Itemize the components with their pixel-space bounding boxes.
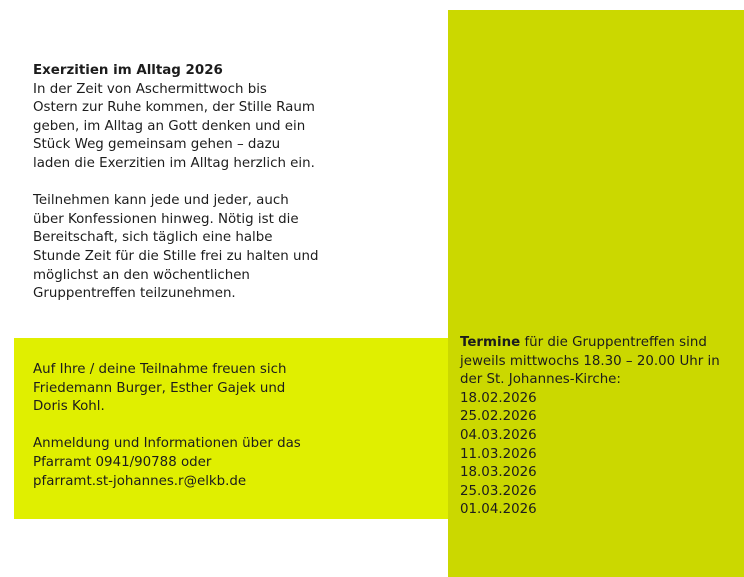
contact-p2-line: Anmeldung und Informationen über das — [33, 436, 301, 452]
paragraph-gap — [33, 417, 333, 436]
date-item: 04.03.2026 — [460, 427, 537, 443]
intro-p2-line: Bereitschaft, sich täglich eine halbe — [33, 230, 273, 246]
date-item: 18.03.2026 — [460, 465, 537, 481]
contact-email: pfarramt.st-johannes.r@elkb.de — [33, 473, 247, 489]
date-item: 25.03.2026 — [460, 483, 537, 499]
contact-p2-line: Pfarramt 0941/90788 oder — [33, 454, 212, 470]
contact-p1-line: Friedemann Burger, Esther Gajek und — [33, 380, 286, 396]
contact-text — [33, 361, 333, 491]
intro-p2-line: Gruppentreffen teilzunehmen. — [33, 286, 236, 302]
intro-p1-line: geben, im Alltag an Gott denken und ein — [33, 118, 306, 134]
intro-p1-line: laden die Exerzitien im Alltag herzlich ein. — [33, 155, 315, 171]
termine-label: Termine — [460, 335, 521, 350]
intro-p2-line: über Konfessionen hinweg. Nötig ist die — [33, 211, 299, 227]
termine-line3: der St. Johannes-Kirche: — [460, 372, 621, 388]
intro-p1-line: In der Zeit von Aschermittwoch bis — [33, 81, 267, 97]
termine-text — [460, 334, 740, 520]
termine-line2: jeweils mittwochs 18.30 – 20.00 Uhr in — [460, 353, 720, 369]
contact-p1-line: Auf Ihre / deine Teilnahme freuen sich — [33, 362, 287, 377]
paragraph-gap — [33, 174, 333, 193]
contact-p1-line: Doris Kohl. — [33, 399, 105, 415]
intro-p2-line: Stunde Zeit für die Stille frei zu halten und — [33, 248, 319, 264]
date-item: 18.02.2026 — [460, 390, 537, 406]
termine-line1-rest: für die Gruppentreffen sind — [524, 335, 707, 350]
date-item: 11.03.2026 — [460, 446, 537, 462]
intro-p1-line: Stück Weg gemeinsam gehen – dazu — [33, 137, 281, 153]
date-item: 25.02.2026 — [460, 409, 537, 425]
intro-p2-line: Teilnehmen kann jede und jeder, auch — [33, 193, 289, 209]
intro-p1-line: Ostern zur Ruhe kommen, der Stille Raum — [33, 100, 315, 116]
intro-title: Exerzitien im Alltag 2026 — [33, 63, 223, 78]
intro-p2-line: möglichst an den wöchentlichen — [33, 267, 250, 283]
intro-text — [33, 62, 333, 304]
termine-heading-line — [460, 334, 740, 353]
date-item: 01.04.2026 — [460, 502, 537, 518]
dates-list — [460, 390, 740, 520]
